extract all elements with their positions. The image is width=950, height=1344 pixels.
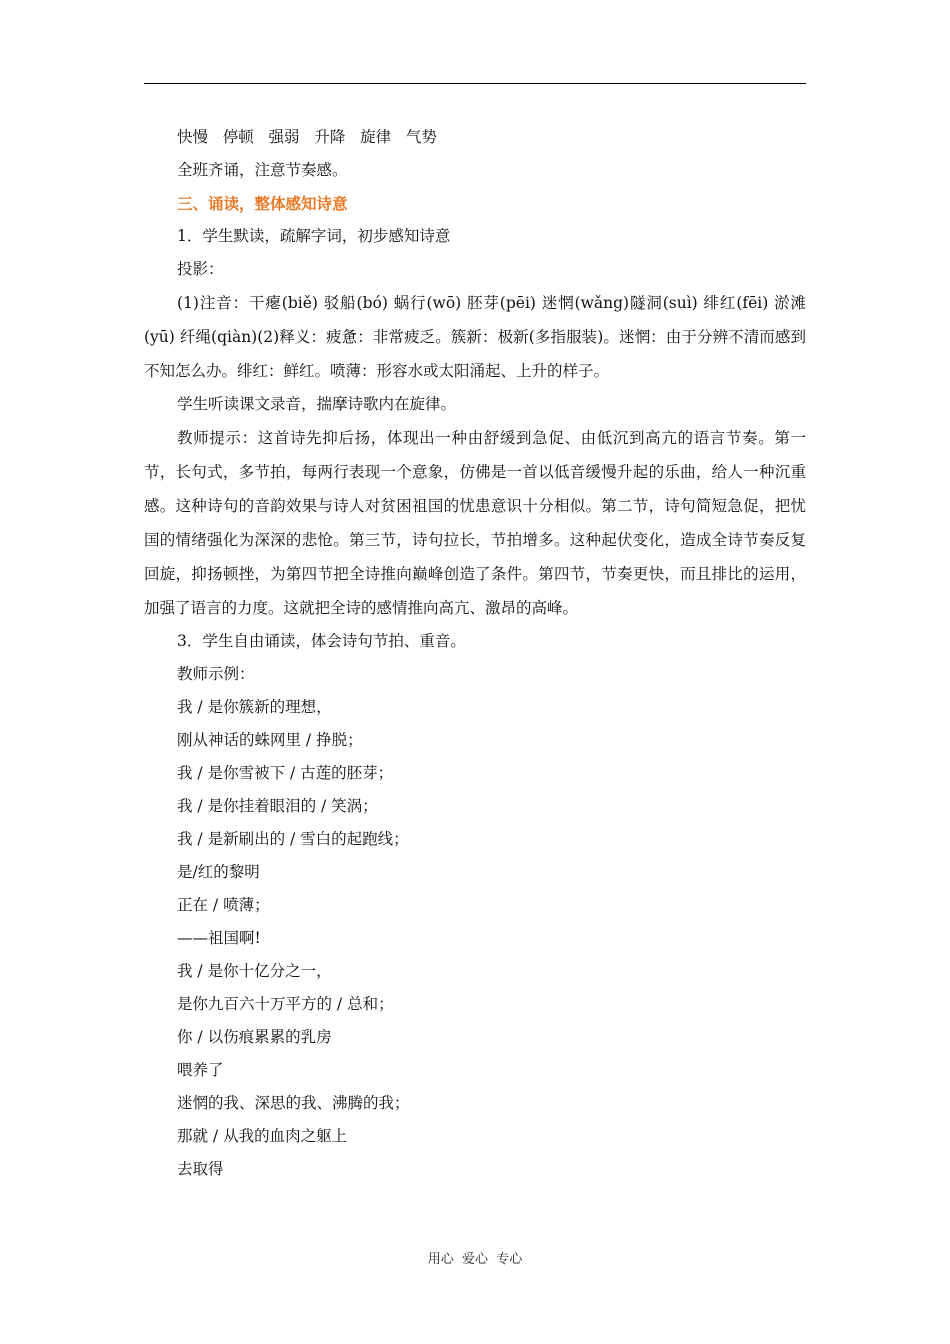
poem-line: 我 / 是你雪被下 / 古莲的胚芽； xyxy=(177,764,394,782)
teacher-example-label: 教师示例： xyxy=(177,665,255,683)
class-recital-line: 全班齐诵，注意节奏感。 xyxy=(177,161,348,179)
poem-line: 迷惘的我、深思的我、沸腾的我； xyxy=(177,1094,410,1112)
projection-label: 投影： xyxy=(177,260,224,278)
poem-line: 正在 / 喷薄； xyxy=(177,896,270,914)
poem-line: 刚从神话的蛛网里 / 挣脱； xyxy=(177,731,363,749)
poem-line: 我 / 是你十亿分之一， xyxy=(177,962,332,980)
poem-line: 你 / 以伤痕累累的乳房 xyxy=(177,1028,332,1046)
poem-line: 我 / 是你簇新的理想， xyxy=(177,698,332,716)
listen-line: 学生听读课文录音，揣摩诗歌内在旋律。 xyxy=(177,395,457,413)
poem-line: 我 / 是新刷出的 / 雪白的起跑线； xyxy=(177,830,409,848)
teacher-tips-paragraph: 教师提示：这首诗先抑后扬，体现出一种由舒缓到急促、由低沉到高亢的语言节奏。第一节，长句式，多节拍，每两行表现一个意象，仿佛是一首以低音缓慢升起的乐曲，给人一种沉重感。这种诗句的音韵效果与诗人对贫困祖国的忧患意识十分相似。第二节，诗句简短急促，把忧国的情绪强化为深深的悲怆。第三节，诗句拉长，节拍增多。这种起伏变化，造成全诗节奏反复回旋，抑扬顿挫，为第四节把全诗推向巅峰创造了条件。第四节，节奏更快，而且排比的运用，加强了语言的力度。这就把全诗的感情推向高亢、激昂的高峰。 xyxy=(144,429,806,617)
step-3-line: 3．学生自由诵读，体会诗句节拍、重音。 xyxy=(177,632,466,650)
header-rule xyxy=(144,83,806,84)
poem-line: 那就 / 从我的血肉之躯上 xyxy=(177,1127,348,1145)
page-footer: 用心 爱心 专心 xyxy=(427,1252,523,1267)
poem-example xyxy=(144,691,806,1186)
vocabulary-notes-paragraph: (1)注音：干瘪(biě) 驳船(bó) 蜗行(wō) 胚芽(pēi) 迷惘(wǎng)隧洞(suì) 绯红(fēi) 淤滩(yū) 纤绳(qiàn)(2)释义：疲惫：非常疲乏。簇新：极新(多指服装)。迷惘：由于分辨不清而感到不知怎么办。绯红：鲜红。喷薄：形容水或太阳涌起、上升的样子。 xyxy=(144,294,806,380)
poem-line: 喂养了 xyxy=(177,1061,224,1079)
section-heading-3: 三、诵读，整体感知诗意 xyxy=(177,194,348,213)
poem-line: 是你九百六十万平方的 / 总和； xyxy=(177,995,394,1013)
reading-aspects-line: 快慢 停顿 强弱 升降 旋律 气势 xyxy=(177,128,437,146)
document-body xyxy=(144,121,806,1186)
poem-line: ——祖国啊! xyxy=(177,929,261,947)
poem-line: 是/红的黎明 xyxy=(177,863,260,881)
poem-line: 去取得 xyxy=(177,1160,224,1178)
poem-line: 我 / 是你挂着眼泪的 / 笑涡； xyxy=(177,797,378,815)
step-1-line: 1．学生默读，疏解字词，初步感知诗意 xyxy=(177,227,451,245)
